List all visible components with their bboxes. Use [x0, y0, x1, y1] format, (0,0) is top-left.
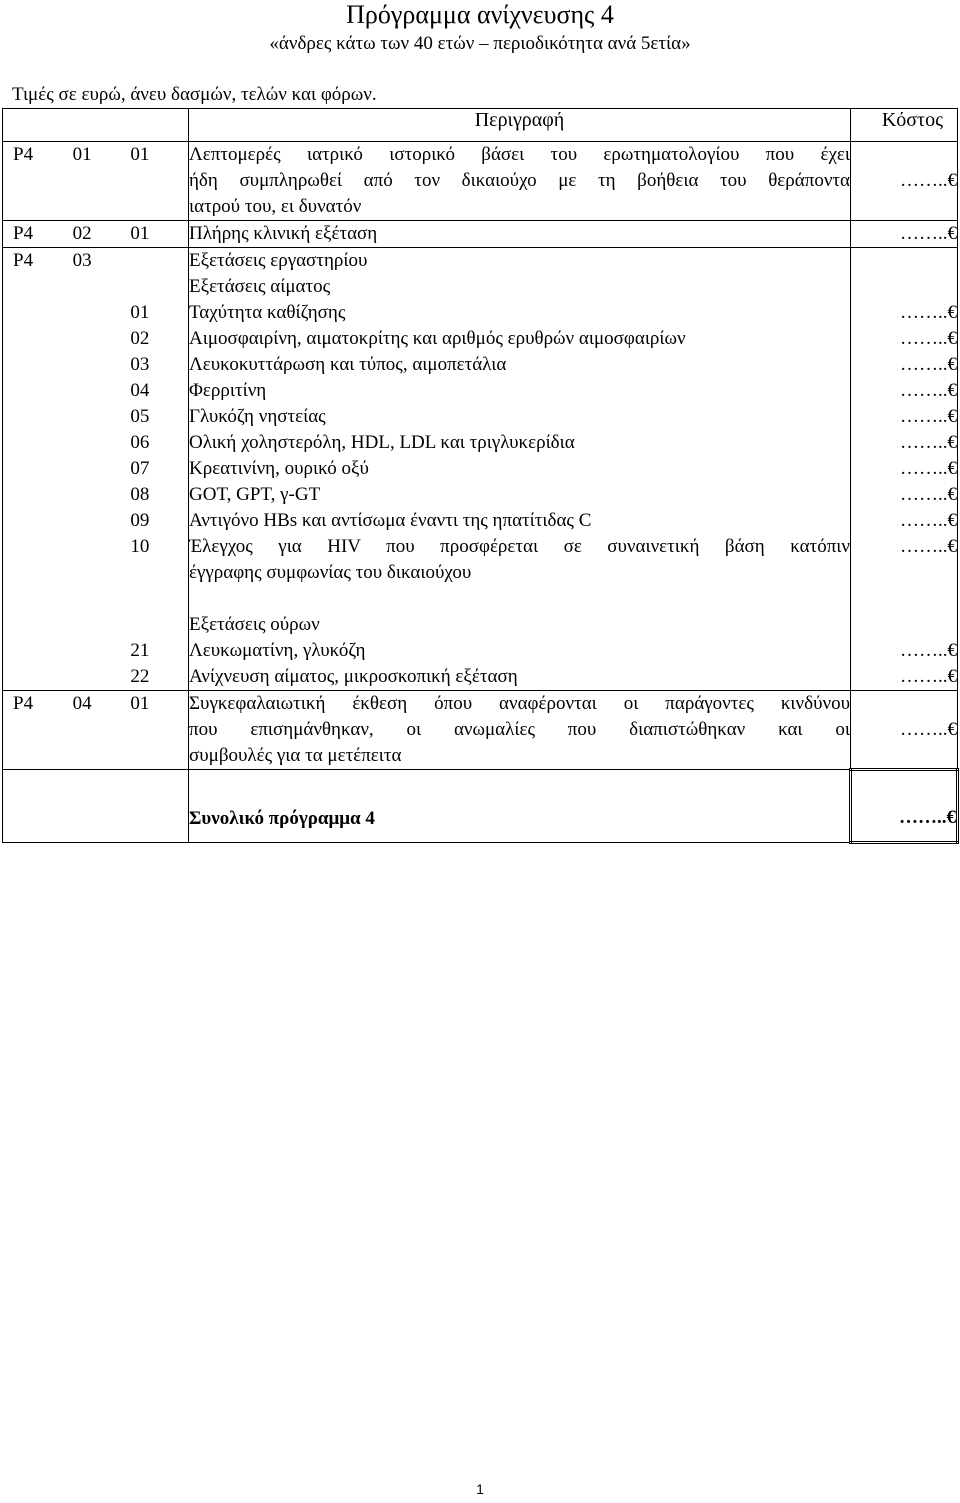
section-heading: Εξετάσεις εργαστηρίου — [189, 250, 368, 271]
description-line: Λεπτομερές ιατρικό ιστορικό βάσει του ερωτηματολογίου που έχει — [189, 144, 850, 165]
cost-value: ……..€ — [900, 484, 957, 505]
cost-cell — [851, 142, 958, 221]
code-part: 03 — [72, 250, 92, 271]
code-part: 01 — [130, 693, 150, 714]
test-name: Ταχύτητα καθίζησης — [189, 302, 346, 323]
total-value-cell — [851, 770, 958, 843]
test-name: Λευκωματίνη, γλυκόζη — [189, 640, 366, 661]
code-part: 01 — [130, 223, 150, 244]
description-line: συμβουλές για τα μετέπειτα — [189, 745, 402, 766]
code-header — [3, 109, 189, 142]
sub-code: 04 — [130, 380, 150, 401]
code-cell — [3, 221, 189, 248]
description-header: Περιγραφή — [189, 109, 851, 142]
description-cell — [189, 691, 851, 770]
code-cell — [3, 248, 189, 691]
cost-value: ……..€ — [900, 406, 957, 427]
test-name-cont: έγγραφης συμφωνίας του δικαιούχου — [189, 562, 472, 583]
code-part: P4 — [13, 144, 34, 165]
total-row — [3, 770, 958, 843]
description-line: Συγκεφαλαιωτική έκθεση όπου αναφέρονται οι παράγοντες κινδύνου — [189, 693, 850, 714]
cost-cell — [851, 248, 958, 691]
test-name: GOT, GPT, γ-GT — [189, 484, 321, 505]
cost-value: ……..€ — [900, 223, 957, 244]
code-part: P4 — [13, 223, 34, 244]
total-value: ……..€ — [899, 807, 956, 828]
sub-code: 21 — [130, 640, 150, 661]
document-subtitle: «άνδρες κάτω των 40 ετών – περιοδικότητα ανά 5ετία» — [269, 33, 691, 54]
description-line: που επισημάνθηκαν, οι ανωμαλίες που διαπιστώθηκαν και οι — [189, 719, 850, 740]
sub-code: 10 — [130, 536, 150, 557]
code-part: P4 — [13, 250, 34, 271]
cost-cell — [851, 221, 958, 248]
description-line: ήδη συμπληρωθεί από τον δικαιούχο με τη βοήθεια του θεράποντα — [189, 170, 850, 191]
description-cell — [189, 248, 851, 691]
sub-code: 05 — [130, 406, 150, 427]
code-part: 04 — [72, 693, 92, 714]
test-name: Αντιγόνο HBs και αντίσωμα έναντι της ηπατίτιδας C — [189, 510, 592, 531]
cost-value: ……..€ — [900, 302, 957, 323]
table-header-row — [3, 109, 958, 142]
sub-code: 01 — [130, 302, 150, 323]
section-heading: Εξετάσεις ούρων — [189, 614, 320, 635]
cost-header: Κόστος — [851, 109, 958, 142]
test-name: Αιμοσφαιρίνη, αιματοκρίτης και αριθμός ερυθρών αιμοσφαιρίων — [189, 328, 686, 349]
code-part: P4 — [13, 693, 34, 714]
sub-code: 09 — [130, 510, 150, 531]
test-name: Λευκοκυττάρωση και τύπος, αιμοπετάλια — [189, 354, 507, 375]
total-empty-cell — [3, 770, 189, 843]
table-row — [3, 221, 958, 248]
description-line: ιατρού του, ει δυνατόν — [189, 196, 362, 217]
code-part: 01 — [130, 144, 150, 165]
section-heading: Εξετάσεις αίματος — [189, 276, 331, 297]
sub-code: 02 — [130, 328, 150, 349]
code-cell — [3, 142, 189, 221]
cost-cell — [851, 691, 958, 770]
cost-value: ……..€ — [900, 666, 957, 687]
cost-value: ……..€ — [900, 719, 957, 740]
sub-code: 08 — [130, 484, 150, 505]
page-number: 1 — [476, 1481, 484, 1497]
test-name: Κρεατινίνη, ουρικό οξύ — [189, 458, 369, 479]
sub-code: 22 — [130, 666, 150, 687]
table-row — [3, 691, 958, 770]
sub-code: 03 — [130, 354, 150, 375]
sub-code: 06 — [130, 432, 150, 453]
description-line: Πλήρης κλινική εξέταση — [189, 223, 378, 244]
code-cell — [3, 691, 189, 770]
sub-code: 07 — [130, 458, 150, 479]
cost-value: ……..€ — [900, 536, 957, 557]
cost-value: ……..€ — [900, 328, 957, 349]
table-row — [3, 248, 958, 691]
document-title: Πρόγραμμα ανίχνευσης 4 — [346, 0, 614, 29]
test-name: Γλυκόζη νηστείας — [189, 406, 326, 427]
table-row — [3, 142, 958, 221]
cost-value: ……..€ — [900, 432, 957, 453]
code-part: 01 — [72, 144, 92, 165]
description-cell — [189, 221, 851, 248]
prices-note: Τιμές σε ευρώ, άνευ δασμών, τελών και φόρων. — [12, 84, 377, 105]
description-cell — [189, 142, 851, 221]
test-name: Ολική χοληστερόλη, HDL, LDL και τριγλυκερίδια — [189, 432, 575, 453]
code-part: 02 — [72, 223, 92, 244]
total-label-cell — [189, 770, 851, 843]
cost-value: ……..€ — [900, 640, 957, 661]
program-table — [2, 108, 959, 844]
total-label: Συνολικό πρόγραμμα 4 — [189, 808, 375, 829]
cost-value: ……..€ — [900, 458, 957, 479]
cost-value: ……..€ — [900, 380, 957, 401]
cost-value: ……..€ — [900, 510, 957, 531]
test-name: Ανίχνευση αίματος, μικροσκοπική εξέταση — [189, 666, 518, 687]
cost-value: ……..€ — [900, 170, 957, 191]
test-name: Φερριτίνη — [189, 380, 267, 401]
test-name: Έλεγχος για HIV που προσφέρεται σε συναινετική βάση κατόπιν — [189, 536, 850, 557]
cost-value: ……..€ — [900, 354, 957, 375]
